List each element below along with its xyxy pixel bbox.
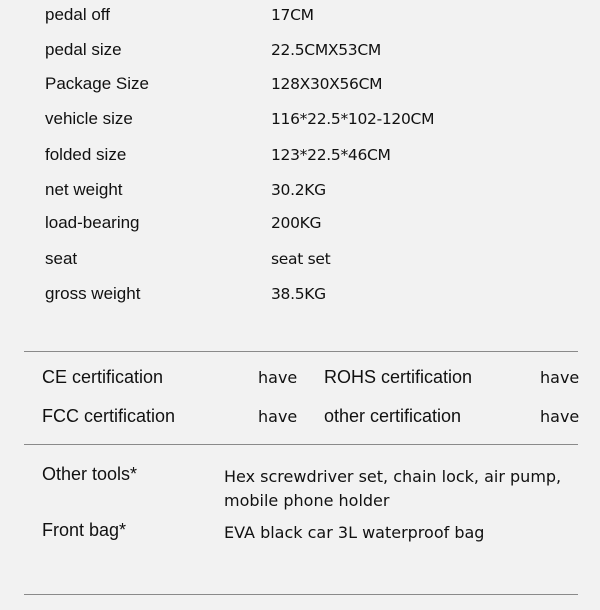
divider-middle [24,444,578,445]
spec-value: 38.5KG [271,285,326,303]
spec-value: 116*22.5*102-120CM [271,110,435,128]
spec-value: 17CM [271,6,314,24]
cert-value-fcc: have [258,407,298,426]
spec-row-seat [45,249,565,279]
spec-value: 123*22.5*46CM [271,146,391,164]
spec-label: pedal size [45,40,122,59]
cert-label-fcc: FCC certification [42,406,176,426]
spec-label: Package Size [45,74,149,93]
spec-label: seat [45,249,78,268]
extra-label-other-tools: Other tools* [42,464,138,484]
cert-value-rohs: have [540,368,580,387]
divider-bottom [24,594,578,595]
divider-top [24,351,578,352]
extra-value-front-bag: EVA black car 3L waterproof bag [224,523,485,542]
cert-value-other: have [540,407,580,426]
spec-row-vehicle-size [45,109,565,139]
spec-label: load-bearing [45,213,140,232]
cert-label-other: other certification [324,406,462,426]
spec-label: gross weight [45,284,141,303]
spec-value: 200KG [271,214,322,232]
spec-row-pedal-size [45,40,565,70]
spec-row-load-bearing [45,213,565,243]
spec-label: net weight [45,180,123,199]
extra-label-front-bag: Front bag* [42,520,127,540]
spec-row-pedal-off [45,5,565,35]
spec-value: seat set [271,250,331,268]
spec-row-folded-size [45,145,565,175]
extra-value-other-tools: Hex screwdriver set, chain lock, air pump, mobile phone holder [224,467,562,510]
spec-value: 128X30X56CM [271,75,383,93]
spec-row-net-weight [45,180,565,210]
spec-label: folded size [45,145,127,164]
spec-value: 22.5CMX53CM [271,41,381,59]
spec-row-package-size [45,74,565,104]
cert-value-ce: have [258,368,298,387]
cert-label-ce: CE certification [42,367,164,387]
cert-label-rohs: ROHS certification [324,367,473,387]
spec-row-gross-weight [45,284,565,314]
spec-label: pedal off [45,5,110,24]
spec-label: vehicle size [45,109,133,128]
spec-value: 30.2KG [271,181,326,199]
